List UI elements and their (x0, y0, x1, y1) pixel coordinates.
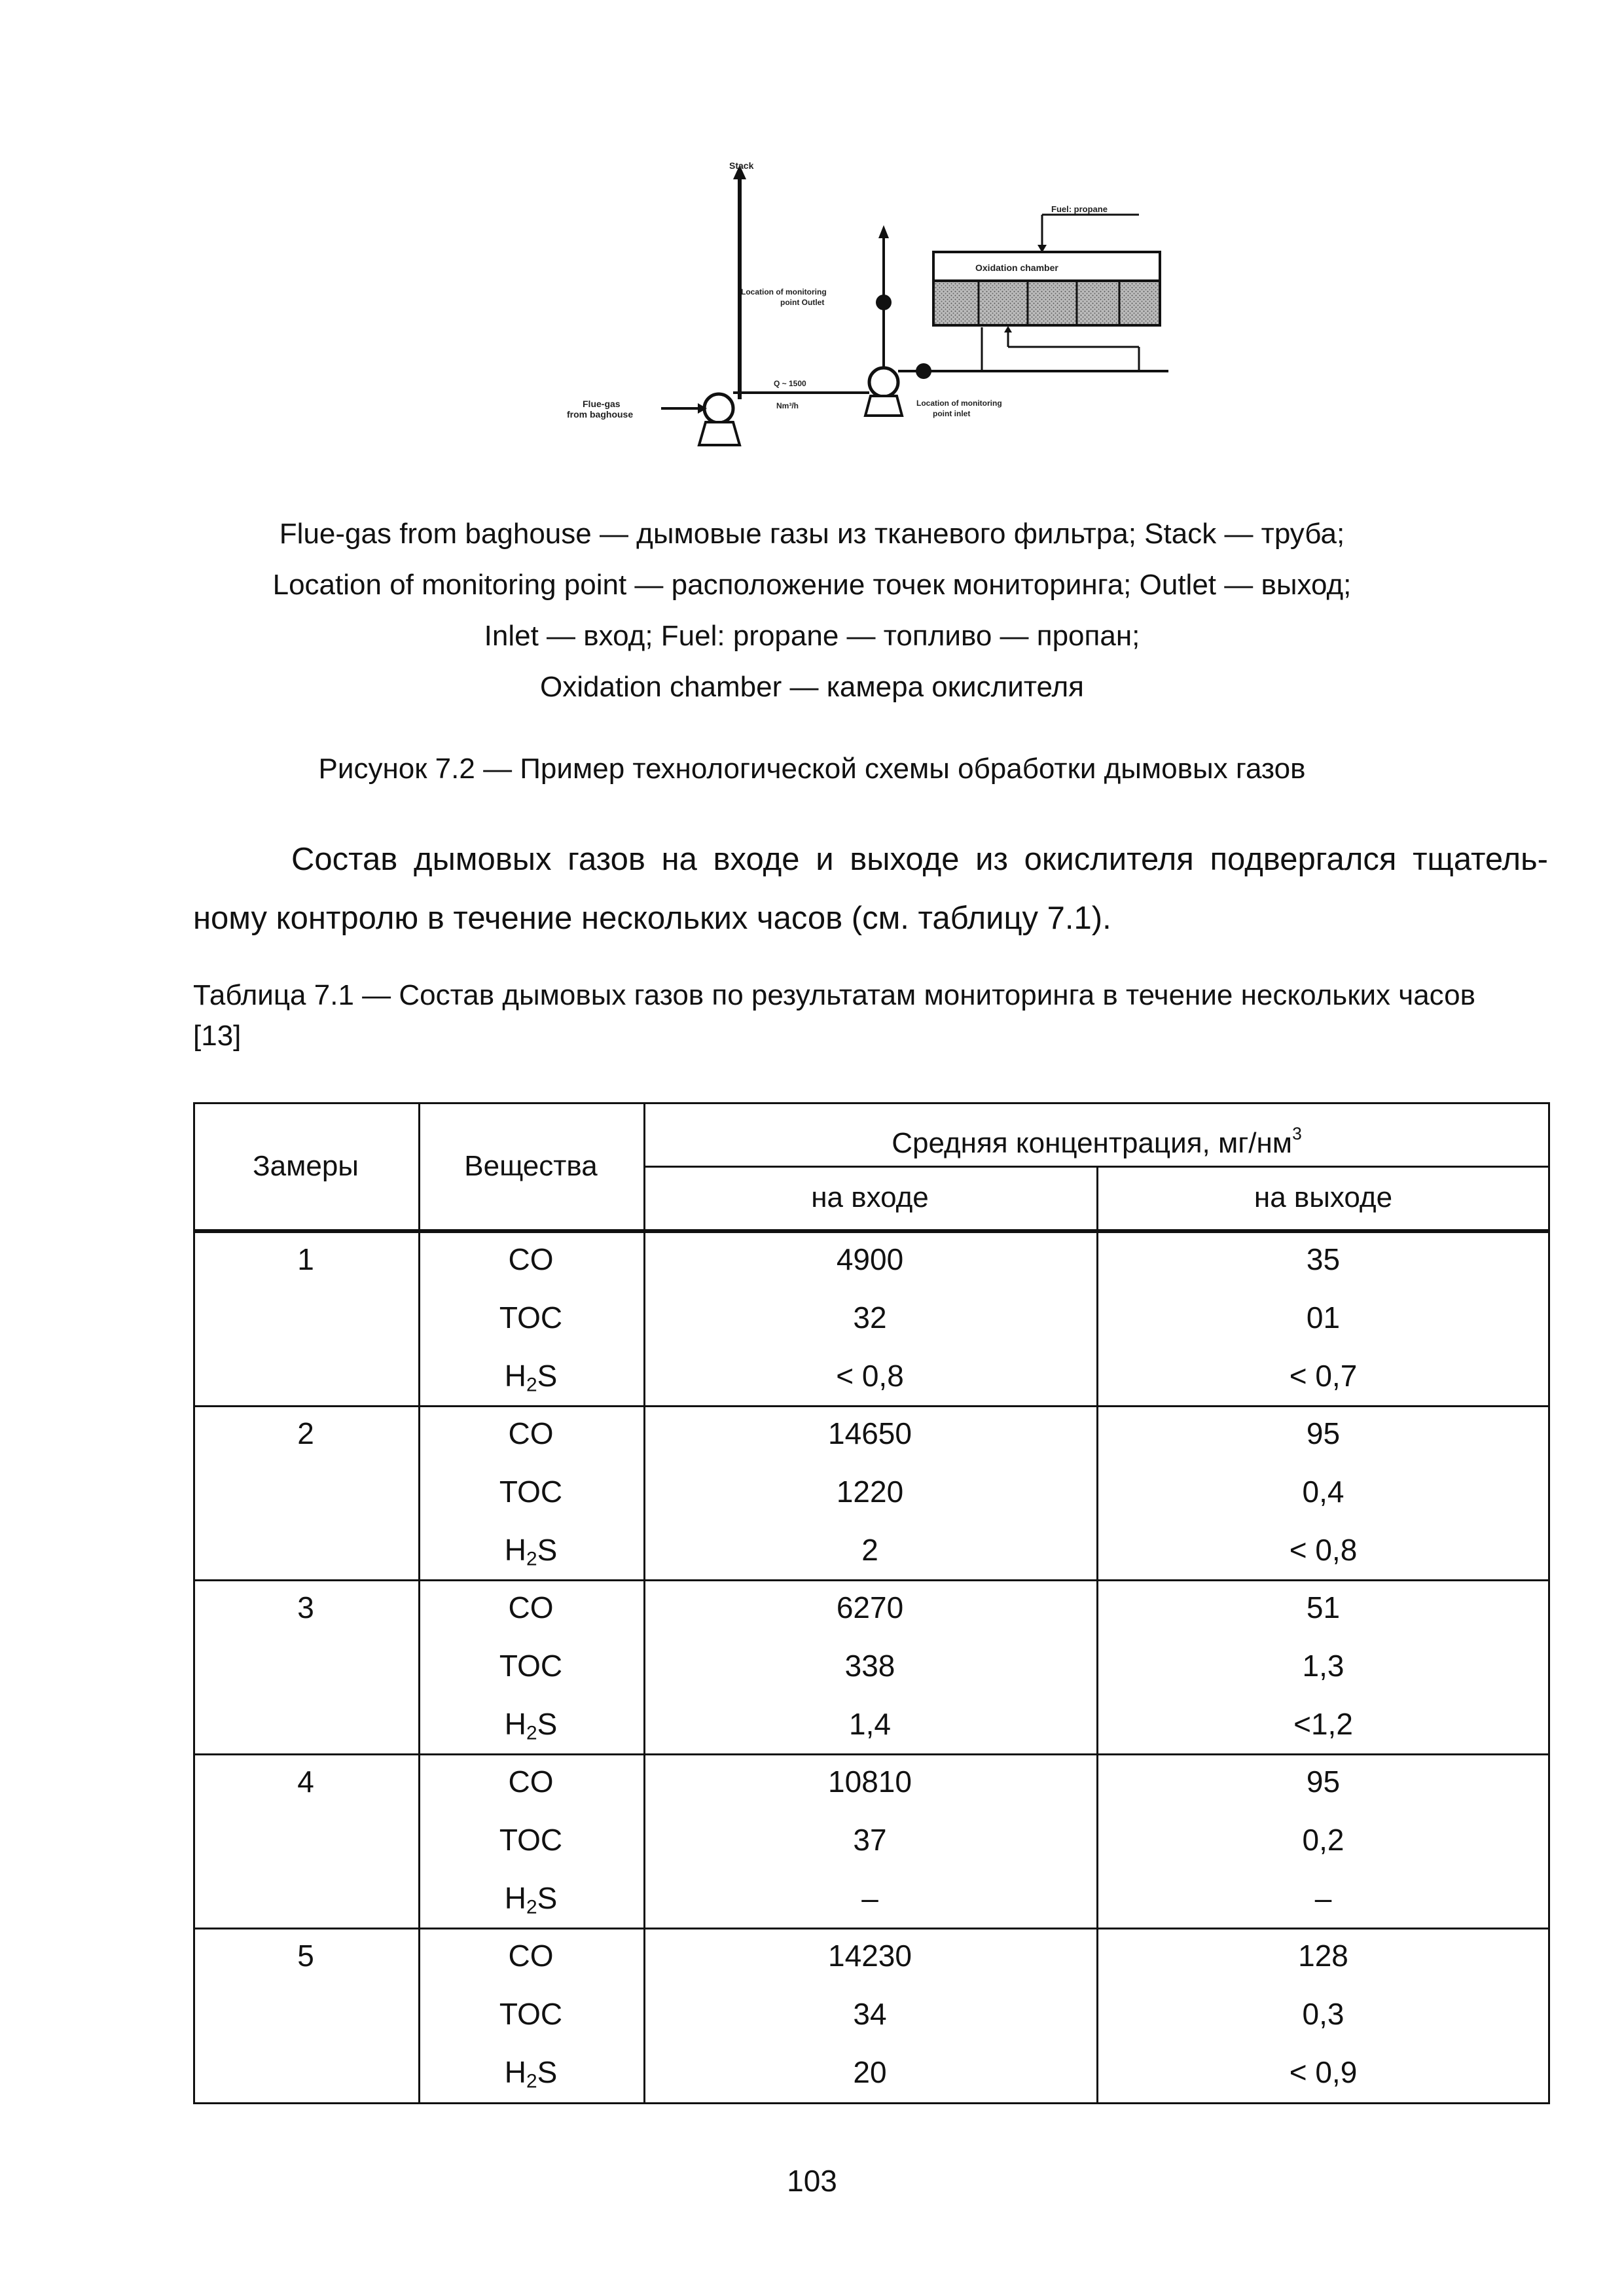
substance-cell: TOC (499, 1300, 563, 1335)
substance-cell: TOC (499, 1649, 563, 1683)
fluegas-label-2: from baghouse (567, 409, 634, 420)
stack-label: Stack (729, 160, 754, 171)
outlet-value-cell: 128 (1298, 1939, 1348, 1973)
inlet-value-cell: 1220 (836, 1475, 904, 1509)
legend-line-1: Flue-gas from baghouse — дымовые газы из тканевого фильтра; Stack — труба; (279, 518, 1345, 550)
table-border-top (193, 1102, 1550, 1104)
outlet-value-cell: 51 (1306, 1590, 1341, 1624)
outlet-value-cell: < 0,7 (1289, 1359, 1358, 1393)
table-caption-line-1: Таблица 7.1 — Состав дымовых газов по результатам мониторинга в течение нескольких часов (193, 979, 1476, 1011)
page-number: 103 (787, 2164, 837, 2198)
inlet-value-cell: 4900 (836, 1242, 904, 1276)
measurement-id: 1 (297, 1242, 314, 1276)
substance-cell: CO (508, 1765, 554, 1799)
fuel-label: Fuel: propane (1051, 204, 1108, 214)
inlet-value-cell: 6270 (836, 1590, 904, 1624)
inlet-value-cell: 2 (861, 1533, 878, 1567)
header-avg-concentration (643, 1117, 1550, 1160)
outlet-value-cell: < 0,9 (1289, 2055, 1358, 2089)
outlet-value-cell: 35 (1306, 1242, 1341, 1276)
inlet-label-1: Location of monitoring (916, 399, 1002, 408)
measurement-id: 5 (297, 1939, 314, 1973)
legend-line-2: Location of monitoring point — расположение точек мониторинга; Outlet — выход; (272, 569, 1352, 601)
outlet-value-cell: 0,3 (1302, 1997, 1344, 2031)
inlet-label-2: point inlet (933, 409, 971, 418)
flow-label-1: Q ~ 1500 (774, 379, 806, 388)
substance-cell: CO (508, 1242, 554, 1276)
figure-caption: Рисунок 7.2 — Пример технологической схемы обработки дымовых газов (318, 753, 1306, 785)
outlet-value-cell: < 0,8 (1289, 1533, 1358, 1567)
outlet-value-cell: 95 (1306, 1765, 1341, 1799)
substance-cell: CO (508, 1416, 554, 1450)
inlet-arrowhead (1004, 326, 1012, 332)
substance-cell: TOC (499, 1823, 563, 1857)
measurement-id: 4 (297, 1765, 314, 1799)
header-avg-concentration-text: Средняя концентрация, мг/нм (892, 1126, 1293, 1159)
inlet-value-cell: 37 (853, 1823, 887, 1857)
paragraph-line-1: Состав дымовых газов на входе и выходе из окислителя подвергался тщатель- (291, 842, 1548, 877)
group-divider-3 (193, 1753, 1550, 1755)
inlet-value-cell: 338 (844, 1649, 895, 1683)
substance-cell: CO (508, 1590, 554, 1624)
header-substances: Вещества (464, 1150, 598, 1182)
process-flow-diagram (550, 157, 1178, 471)
substance-cell: $H_2S$ (504, 2055, 558, 2092)
measurement-id: 3 (297, 1590, 314, 1624)
fan-1-base (699, 422, 740, 445)
outlet-value-cell: 0,4 (1302, 1475, 1344, 1509)
inlet-monitoring-point (916, 363, 931, 379)
substance-cell: $H_2S$ (504, 1359, 558, 1396)
group-divider-1 (193, 1405, 1550, 1407)
outlet-arrowhead (878, 225, 889, 238)
table-caption-line-2: [13] (193, 1020, 242, 1052)
outlet-value-cell: 1,3 (1302, 1649, 1344, 1683)
measurement-id: 2 (297, 1416, 314, 1450)
inlet-value-cell: 32 (853, 1300, 887, 1335)
inlet-value-cell: 34 (853, 1997, 887, 2031)
group-divider-4 (193, 1928, 1550, 1929)
inlet-value-cell: 1,4 (849, 1707, 891, 1741)
fan-2 (869, 368, 898, 397)
body-paragraph (193, 830, 1548, 948)
header-measurements: Замеры (253, 1150, 359, 1182)
substance-cell: TOC (499, 1475, 563, 1509)
inlet-value-cell: < 0,8 (836, 1359, 904, 1393)
outlet-value-cell: <1,2 (1293, 1707, 1353, 1741)
header-outlet: на выходе (1254, 1181, 1393, 1213)
inlet-value-cell: – (861, 1881, 878, 1915)
oxidation-chamber-body (933, 281, 1160, 325)
group-divider-2 (193, 1579, 1550, 1581)
fan-2-base (865, 396, 902, 416)
substance-cell: CO (508, 1939, 554, 1973)
substance-cell: $H_2S$ (504, 1881, 558, 1918)
outlet-value-cell: – (1314, 1881, 1332, 1915)
header-bottom-border (193, 1229, 1550, 1233)
flow-label-2: Nm³/h (776, 401, 799, 410)
outlet-value-cell: 95 (1306, 1416, 1341, 1450)
outlet-monitoring-point (876, 295, 892, 310)
substance-cell: TOC (499, 1997, 563, 2031)
outlet-label-2: point Outlet (780, 298, 825, 307)
header-unit-superscript: 3 (1292, 1124, 1302, 1143)
inlet-value-cell: 20 (853, 2055, 887, 2089)
header-inlet: на входе (811, 1181, 929, 1213)
oxidation-chamber-label: Oxidation chamber (975, 262, 1058, 273)
fan-1 (704, 394, 733, 423)
outlet-value-cell: 01 (1306, 1300, 1341, 1335)
table-caption (193, 975, 1568, 1056)
substance-cell: $H_2S$ (504, 1707, 558, 1744)
table-border-bottom (193, 2102, 1550, 2104)
outlet-value-cell: 0,2 (1302, 1823, 1344, 1857)
legend-line-4: Oxidation chamber — камера окислителя (539, 671, 1085, 703)
inlet-value-cell: 10810 (828, 1765, 912, 1799)
substance-cell: $H_2S$ (504, 1533, 558, 1570)
paragraph-line-2: ному контролю в течение нескольких часов (см. таблицу 7.1). (193, 901, 1111, 936)
concentration-table (193, 1102, 1550, 2104)
legend-line-3: Inlet — вход; Fuel: propane — топливо — пропан; (484, 620, 1140, 652)
outlet-label-1: Location of monitoring (741, 287, 827, 296)
inlet-value-cell: 14230 (828, 1939, 912, 1973)
inlet-value-cell: 14650 (828, 1416, 912, 1450)
fluegas-label-1: Flue-gas (583, 399, 621, 409)
